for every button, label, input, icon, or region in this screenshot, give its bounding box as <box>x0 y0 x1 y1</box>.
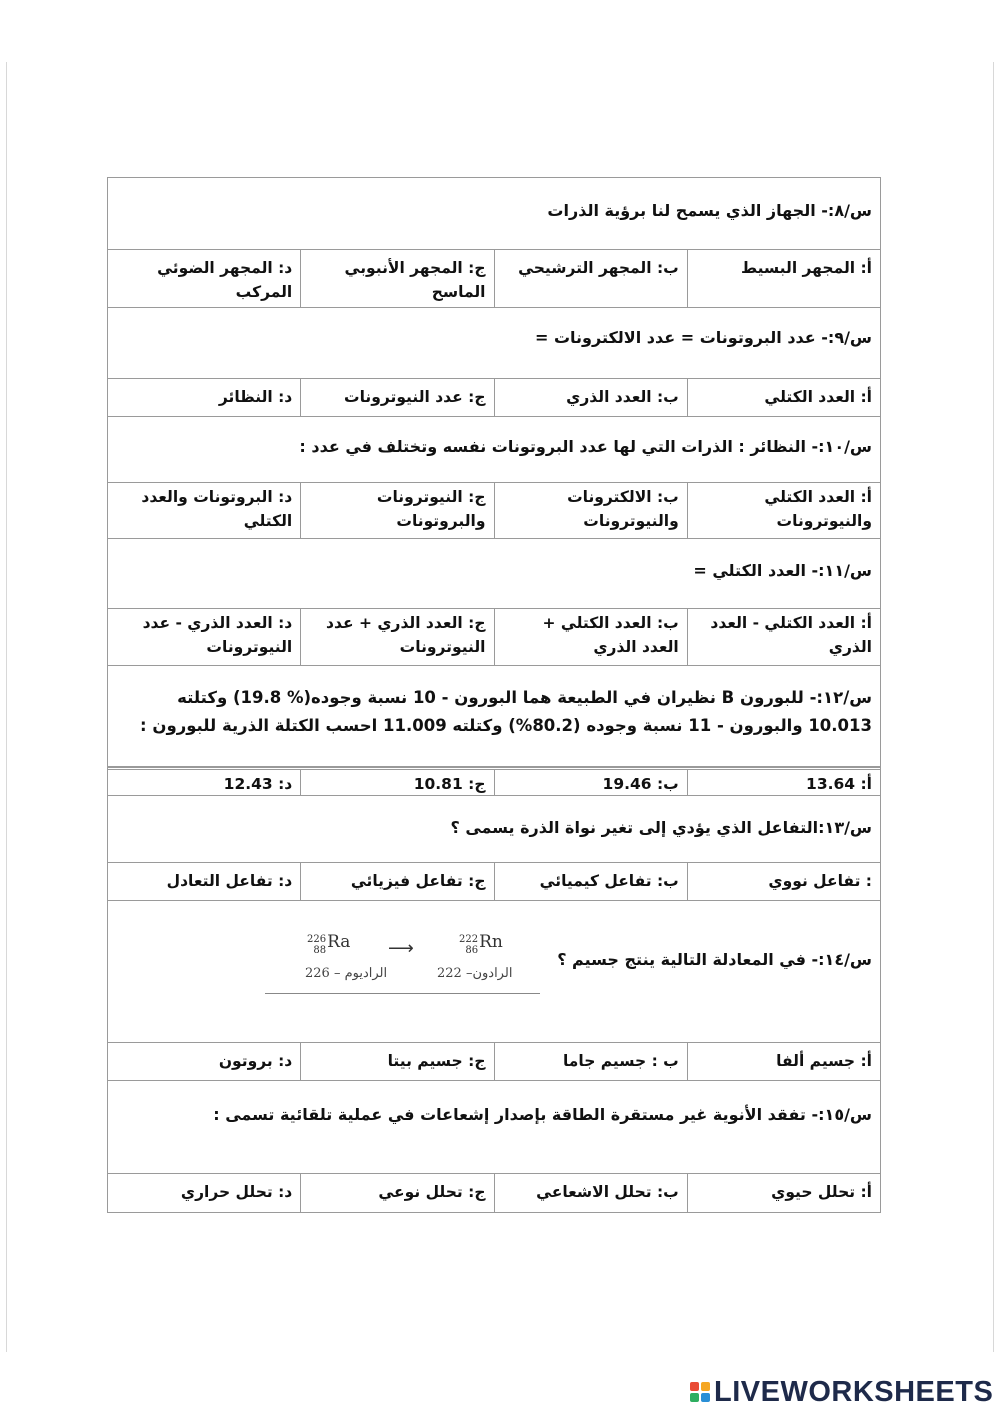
option-b[interactable]: ب: تفاعل كيميائي <box>494 863 687 900</box>
option-d[interactable]: د: تفاعل التعادل <box>166 872 293 890</box>
option-d[interactable]: د: 12.43 <box>223 775 293 793</box>
option-a[interactable]: أ: جسيم ألفا <box>687 1043 880 1080</box>
reaction-arrow: ⟶ <box>388 938 414 959</box>
option-a[interactable]: أ: المجهر البسيط <box>687 250 880 307</box>
question-9 <box>108 308 880 379</box>
question-9-options <box>108 379 880 417</box>
option-b[interactable]: ب: المجهر الترشيحي <box>494 250 687 307</box>
question-11 <box>108 539 880 609</box>
product-atomic-number: 86 <box>465 945 479 956</box>
question-9-text: س/٩:- عدد البروتونات = عدد الالكترونات = <box>534 328 872 347</box>
reactant-symbol: Ra <box>327 932 351 952</box>
question-10-text: س/١٠:- النظائر : الذرات التي لها عدد البروتونات نفسه وتختلف في عدد : <box>299 437 872 456</box>
question-12-options <box>108 767 880 796</box>
option-b[interactable]: ب: العدد الذري <box>494 379 687 416</box>
option-c[interactable]: ج: عدد النيوترونات <box>300 379 493 416</box>
reactant-caption: الراديوم – 226 <box>305 966 388 981</box>
page-edge-left <box>0 62 7 1352</box>
option-d[interactable]: د: بروتون <box>218 1052 293 1070</box>
question-10-options <box>108 483 880 539</box>
question-12 <box>108 666 880 767</box>
option-a[interactable]: أ: تحلل حيوي <box>687 1174 880 1212</box>
option-b[interactable]: ب: تحلل الاشعاعي <box>494 1174 687 1212</box>
option-a[interactable]: أ: العدد الكتلي - العدد الذري <box>687 609 880 665</box>
nuclear-equation <box>265 928 540 998</box>
option-c[interactable]: ج: العدد الذري + عدد النيوترونات <box>300 609 493 665</box>
option-d[interactable]: د: المجهر الضوئي المركب <box>157 259 293 301</box>
question-13-text: س/١٣:التفاعل الذي يؤدي إلى تغير نواة الذرة يسمى ؟ <box>450 818 872 837</box>
reactant-mass-number: 226 <box>307 934 327 945</box>
option-b[interactable]: ب: العدد الكتلي + العدد الذري <box>494 609 687 665</box>
option-d[interactable]: د: البروتونات والعدد الكتلي <box>141 488 293 530</box>
question-14-options <box>108 1043 880 1081</box>
option-c[interactable]: ج: جسيم بيتا <box>300 1043 493 1080</box>
question-15-text: س/١٥:- تفقد الأنوية غير مستقرة الطاقة بإصدار إشعاعات في عملية تلقائية تسمى : <box>213 1105 872 1124</box>
product-caption: الرادون– 222 <box>437 966 513 981</box>
question-11-options <box>108 609 880 666</box>
option-a[interactable]: : تفاعل نووي <box>687 863 880 900</box>
option-d[interactable]: د: النظائر <box>218 388 293 406</box>
option-c[interactable]: ج: النيوترونات والبروتونات <box>300 483 493 538</box>
option-d[interactable]: د: العدد الذري - عدد النيوترونات <box>142 614 293 656</box>
question-8 <box>108 178 880 250</box>
option-d[interactable]: د: تحلل حراري <box>180 1183 293 1201</box>
question-8-options <box>108 250 880 308</box>
option-c[interactable]: ج: تحلل نوعي <box>300 1174 493 1212</box>
question-10 <box>108 417 880 483</box>
question-15-options <box>108 1174 880 1212</box>
worksheet-table <box>107 177 881 1213</box>
reactant-atomic-number: 88 <box>313 945 327 956</box>
option-c[interactable]: ج: المجهر الأنبوبي الماسح <box>300 250 493 307</box>
reactant-nuclide <box>307 932 350 956</box>
question-15 <box>108 1081 880 1174</box>
option-b[interactable]: ب: 19.46 <box>494 770 687 795</box>
option-b[interactable]: ب: الالكترونات والنيوترونات <box>494 483 687 538</box>
option-a[interactable]: أ: العدد الكتلي <box>687 379 880 416</box>
question-12-text: س/١٢:- للبورون B نظيران في الطبيعة هما البورون - 10 نسبة وجوده(% 19.8) وكتلته 10.013 والبورون - 11 نسبة وجوده (80.2%) وكتلته 11.009 احسب الكتلة الذرية للبورون : <box>140 688 872 735</box>
liveworksheets-logo <box>690 1375 993 1409</box>
option-c[interactable]: ج: تفاعل فيزيائي <box>300 863 493 900</box>
product-symbol: Rn <box>479 932 503 952</box>
option-c[interactable]: ج: 10.81 <box>300 770 493 795</box>
question-11-text: س/١١:- العدد الكتلي = <box>693 561 872 580</box>
question-14-text: س/١٤:- في المعادلة التالية ينتج جسيم ؟ <box>557 950 872 969</box>
question-8-text: س/٨:- الجهاز الذي يسمح لنا برؤية الذرات <box>547 201 872 220</box>
option-a[interactable]: أ: العدد الكتلي والنيوترونات <box>687 483 880 538</box>
page-edge-right <box>993 62 1000 1352</box>
product-mass-number: 222 <box>459 934 479 945</box>
logo-grid-icon <box>690 1382 710 1402</box>
option-b[interactable]: ب : جسيم جاما <box>494 1043 687 1080</box>
option-a[interactable]: أ: 13.64 <box>687 770 880 795</box>
product-nuclide <box>459 932 503 956</box>
question-13 <box>108 796 880 863</box>
question-13-options <box>108 863 880 901</box>
equation-underline <box>265 993 540 994</box>
brand-name: LIVEWORKSHEETS <box>714 1375 994 1408</box>
